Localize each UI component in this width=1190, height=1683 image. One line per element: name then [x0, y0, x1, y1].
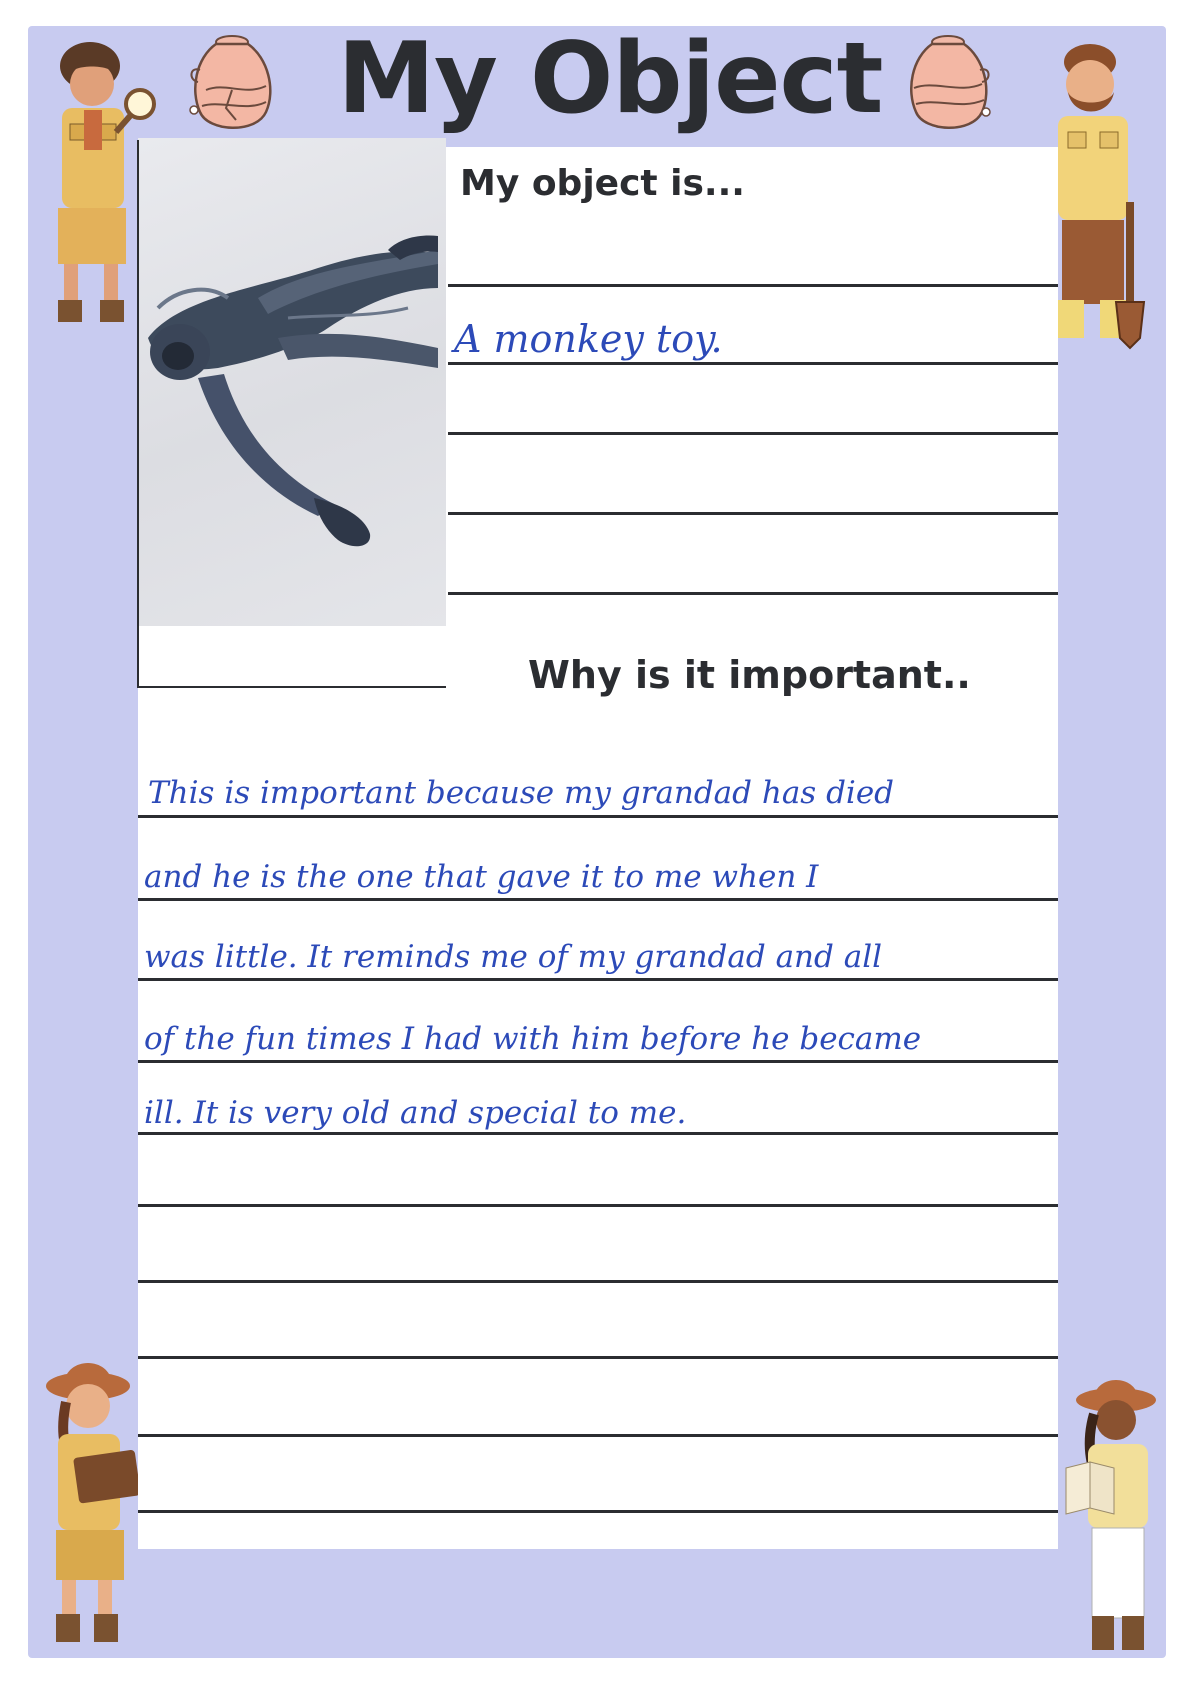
photo-frame-baseline	[138, 686, 446, 688]
importance-answer-rule	[138, 978, 1058, 981]
object-answer-rule	[448, 512, 1058, 515]
object-answer-text: A monkey toy.	[454, 317, 723, 361]
photo-frame-edge	[137, 140, 139, 688]
importance-answer-line: of the fun times I had with him before he became	[144, 1021, 922, 1057]
importance-answer-rule	[138, 815, 1058, 818]
object-answer-rule	[448, 362, 1058, 365]
object-answer-rule	[448, 592, 1058, 595]
broken-pot-icon-left	[186, 30, 278, 142]
importance-answer-rule	[138, 898, 1058, 901]
object-prompt-heading: My object is...	[460, 163, 745, 204]
importance-answer-rule	[138, 1434, 1058, 1437]
importance-answer-rule	[138, 1356, 1058, 1359]
importance-answer-line: ill. It is very old and special to me.	[144, 1095, 687, 1131]
importance-answer-rule	[138, 1060, 1058, 1063]
importance-answer-rule	[138, 1204, 1058, 1207]
importance-answer-rule	[138, 1510, 1058, 1513]
broken-pot-icon-right	[902, 30, 994, 142]
importance-answer-line: was little. It reminds me of my grandad and all	[144, 939, 883, 975]
monkey-toy-photo	[138, 138, 446, 626]
worksheet-title: My Object	[337, 22, 883, 136]
archaeologist-map-icon	[1060, 1372, 1170, 1662]
archaeologist-clipboard-icon	[24, 1342, 144, 1662]
importance-prompt-heading: Why is it important..	[528, 653, 971, 697]
importance-answer-line: This is important because my grandad has died	[148, 775, 895, 811]
object-answer-rule	[448, 284, 1058, 287]
importance-answer-rule	[138, 1132, 1058, 1135]
importance-answer-rule	[138, 1280, 1058, 1283]
importance-answer-line: and he is the one that gave it to me when I	[144, 859, 819, 895]
object-answer-rule	[448, 432, 1058, 435]
